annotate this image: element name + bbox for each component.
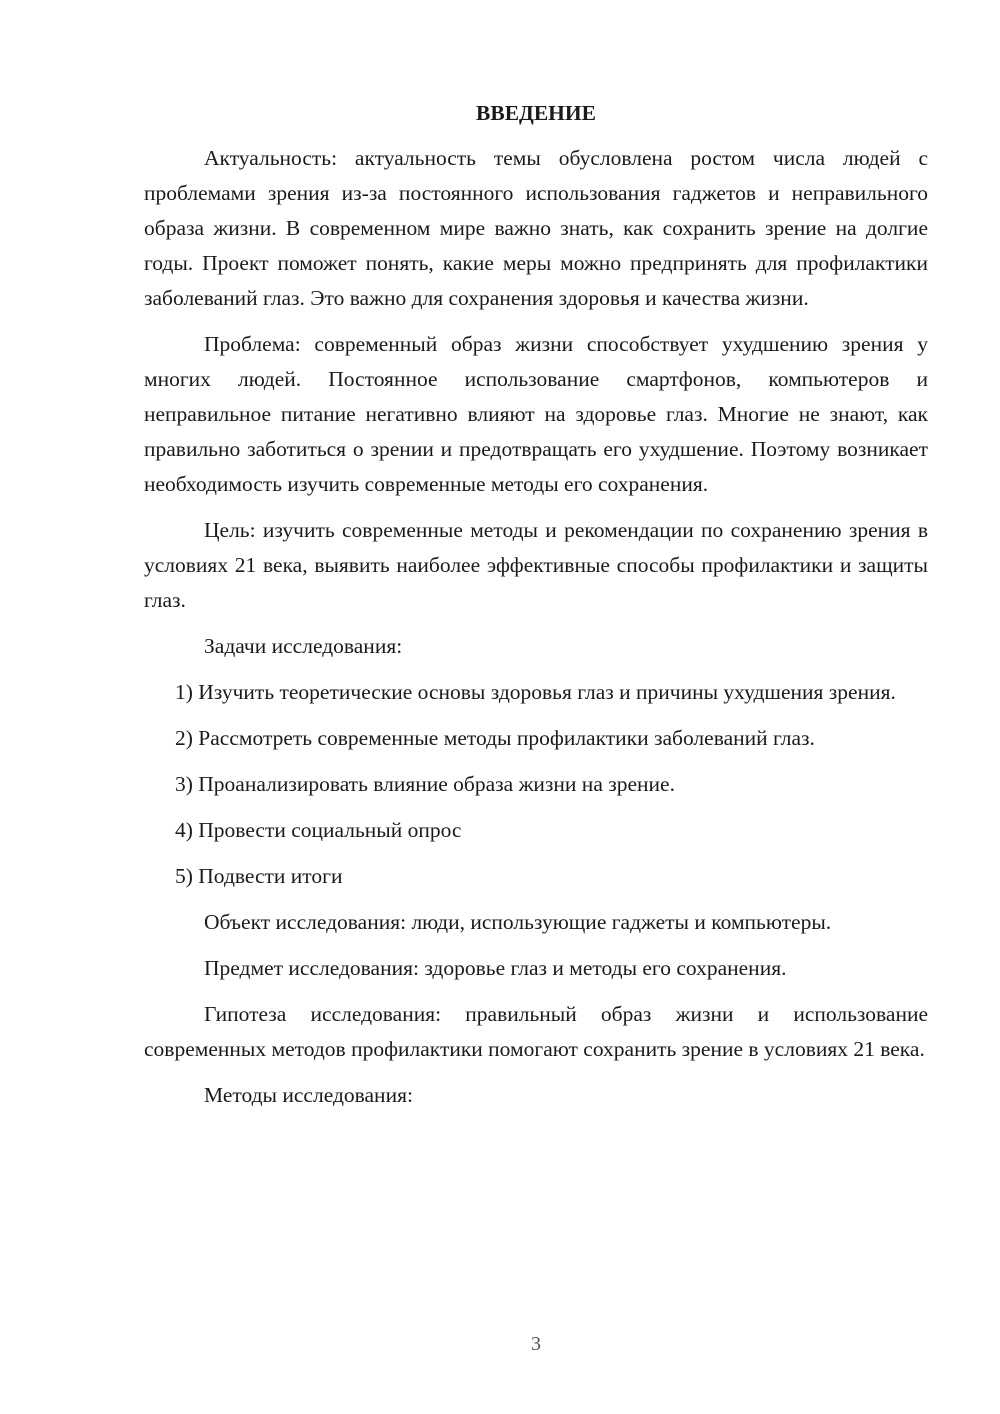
tasks-heading: Задачи исследования: — [204, 634, 403, 658]
task-item-1: 1) Изучить теоретические основы здоровья глаз и причины ухудшения зрения. — [175, 680, 896, 704]
methods-heading: Методы исследования: — [204, 1083, 413, 1107]
paragraph-object: Объект исследования: люди, использующие гаджеты и компьютеры. — [204, 910, 832, 934]
section-heading: ВВЕДЕНИЕ — [476, 101, 596, 125]
page-number: 3 — [531, 1333, 541, 1355]
task-item-5: 5) Подвести итоги — [175, 864, 343, 888]
paragraph-subject: Предмет исследования: здоровье глаз и методы его сохранения. — [204, 956, 787, 980]
document-page — [144, 96, 928, 1124]
task-item-2: 2) Рассмотреть современные методы профилактики заболеваний глаз. — [175, 726, 815, 750]
paragraph-problem: Проблема: современный образ жизни способствует ухудшению зрения у многих людей. Постоянное использование смартфонов, компьютеров и неправильное питание негативно влияют на здоровье глаз. Многие не знают, как правильно заботиться о зрении и предотвращать его ухудшение. Поэтому возникает необходимость изучить современные методы его сохранения. — [144, 332, 928, 496]
task-item-4: 4) Провести социальный опрос — [175, 818, 462, 842]
paragraph-relevance: Актуальность: актуальность темы обусловлена ростом числа людей с проблемами зрения из-за постоянного использования гаджетов и неправильного образа жизни. В современном мире важно знать, как сохранить зрение на долгие годы. Проект поможет понять, какие меры можно предпринять для профилактики заболеваний глаз. Это важно для сохранения здоровья и качества жизни. — [144, 146, 928, 310]
paragraph-goal: Цель: изучить современные методы и рекомендации по сохранению зрения в условиях 21 века, выявить наиболее эффективные способы профилактики и защиты глаз. — [144, 518, 928, 612]
paragraph-hypothesis: Гипотеза исследования: правильный образ жизни и использование современных методов профилактики помогают сохранить зрение в условиях 21 века. — [144, 1002, 928, 1061]
task-item-3: 3) Проанализировать влияние образа жизни на зрение. — [175, 772, 675, 796]
